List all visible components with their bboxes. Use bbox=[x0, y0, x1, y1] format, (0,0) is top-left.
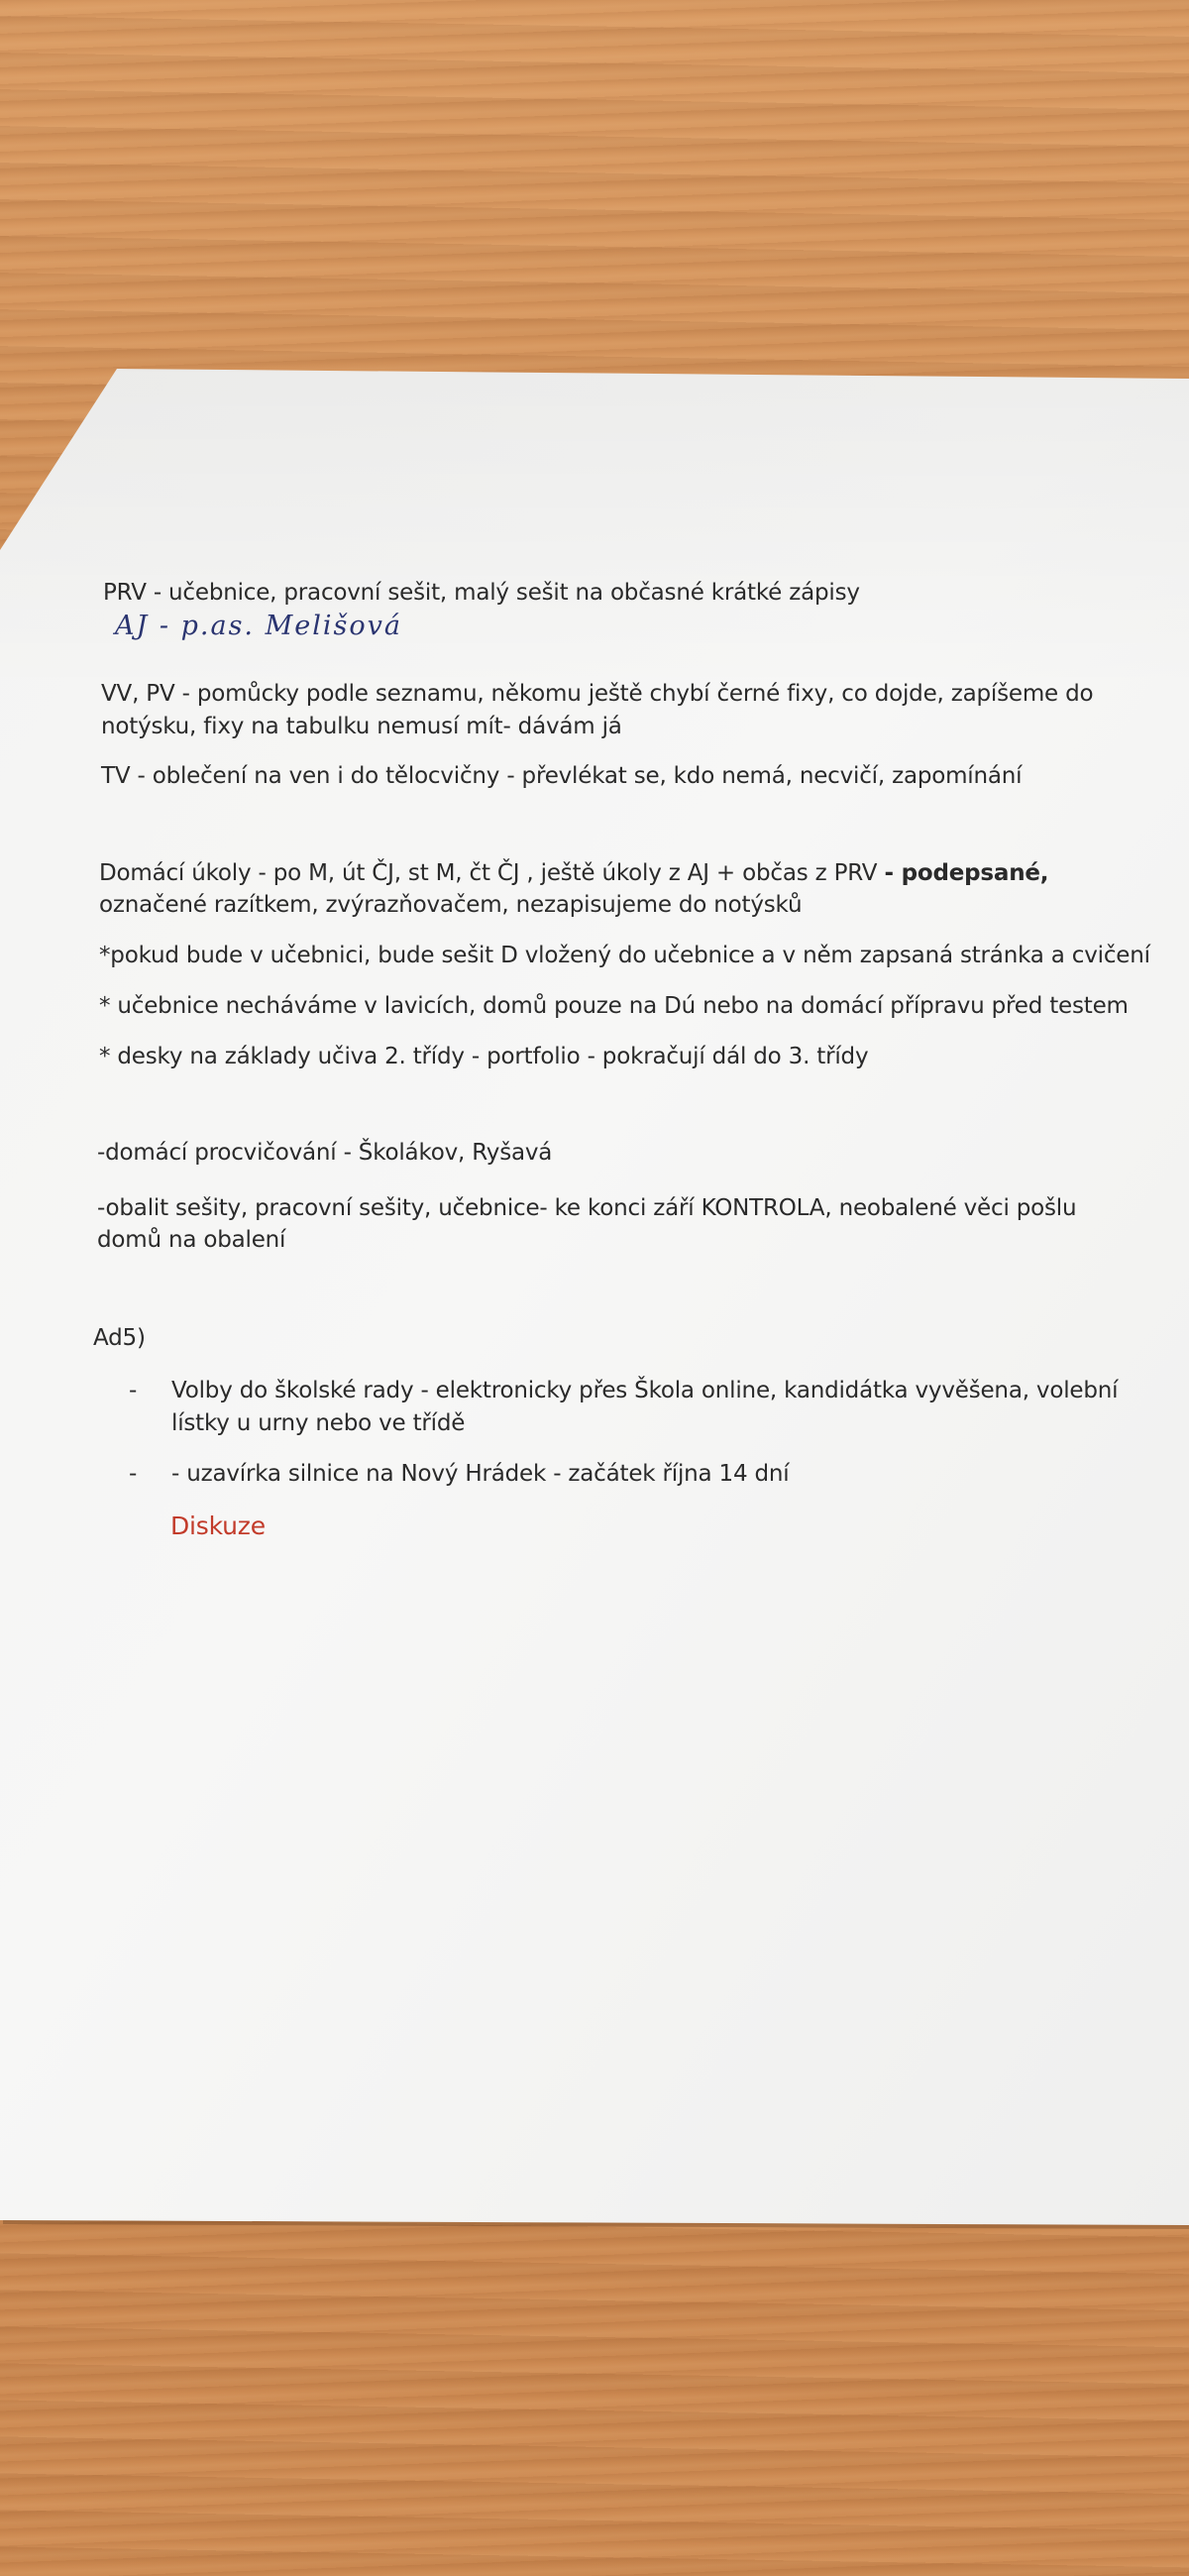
homework-line-2: označené razítkem, zvýrazňovačem, nezapisujeme do notýsků bbox=[99, 892, 803, 918]
bullet-dash-1: - bbox=[129, 1378, 138, 1403]
elections-line-2: lístky u urny nebo ve třídě bbox=[171, 1410, 466, 1436]
handwritten-note: AJ - p.as. Melišová bbox=[115, 611, 402, 641]
note-textbooks-in-desks: * učebnice necháváme v lavicích, domů pouze na Dú nebo na domácí přípravu před testem bbox=[99, 993, 1129, 1019]
home-practice-line: -domácí procvičování - Školákov, Ryšavá bbox=[97, 1140, 553, 1166]
homework-line-1 bbox=[99, 860, 1048, 886]
tv-line: TV - oblečení na ven i do tělocvičny - převlékat se, kdo nemá, necvičí, zapomínání bbox=[101, 763, 1023, 789]
road-closure-line: - uzavírka silnice na Nový Hrádek - začátek října 14 dní bbox=[171, 1461, 790, 1487]
note-textbook-notebook: *pokud bude v učebnici, bude sešit D vložený do učebnice a v něm zapsaná stránka a cvičení bbox=[99, 943, 1150, 968]
discussion-heading: Diskuze bbox=[170, 1512, 266, 1540]
elections-line-1: Volby do školské rady - elektronicky přes Škola online, kandidátka vyvěšena, volební bbox=[171, 1378, 1119, 1403]
prv-line: PRV - učebnice, pracovní sešit, malý sešit na občasné krátké zápisy bbox=[103, 580, 860, 606]
note-portfolio: * desky na základy učiva 2. třídy - portfolio - pokračují dál do 3. třídy bbox=[99, 1044, 869, 1069]
ad5-heading: Ad5) bbox=[93, 1325, 146, 1351]
bullet-dash-2: - bbox=[129, 1461, 138, 1487]
cover-books-line-1: -obalit sešity, pracovní sešity, učebnice- ke konci září KONTROLA, neobalené věci pošlu bbox=[97, 1195, 1077, 1221]
vv-pv-line-1: VV, PV - pomůcky podle seznamu, někomu ještě chybí černé fixy, co dojde, zapíšeme do bbox=[101, 681, 1094, 707]
vv-pv-line-2: notýsku, fixy na tabulku nemusí mít- dávám já bbox=[101, 714, 622, 739]
homework-signed: - podepsané, bbox=[884, 860, 1049, 886]
cover-books-line-2: domů na obalení bbox=[97, 1227, 286, 1253]
homework-text: Domácí úkoly - po M, út ČJ, st M, čt ČJ , ještě úkoly z AJ + občas z PRV bbox=[99, 860, 885, 886]
